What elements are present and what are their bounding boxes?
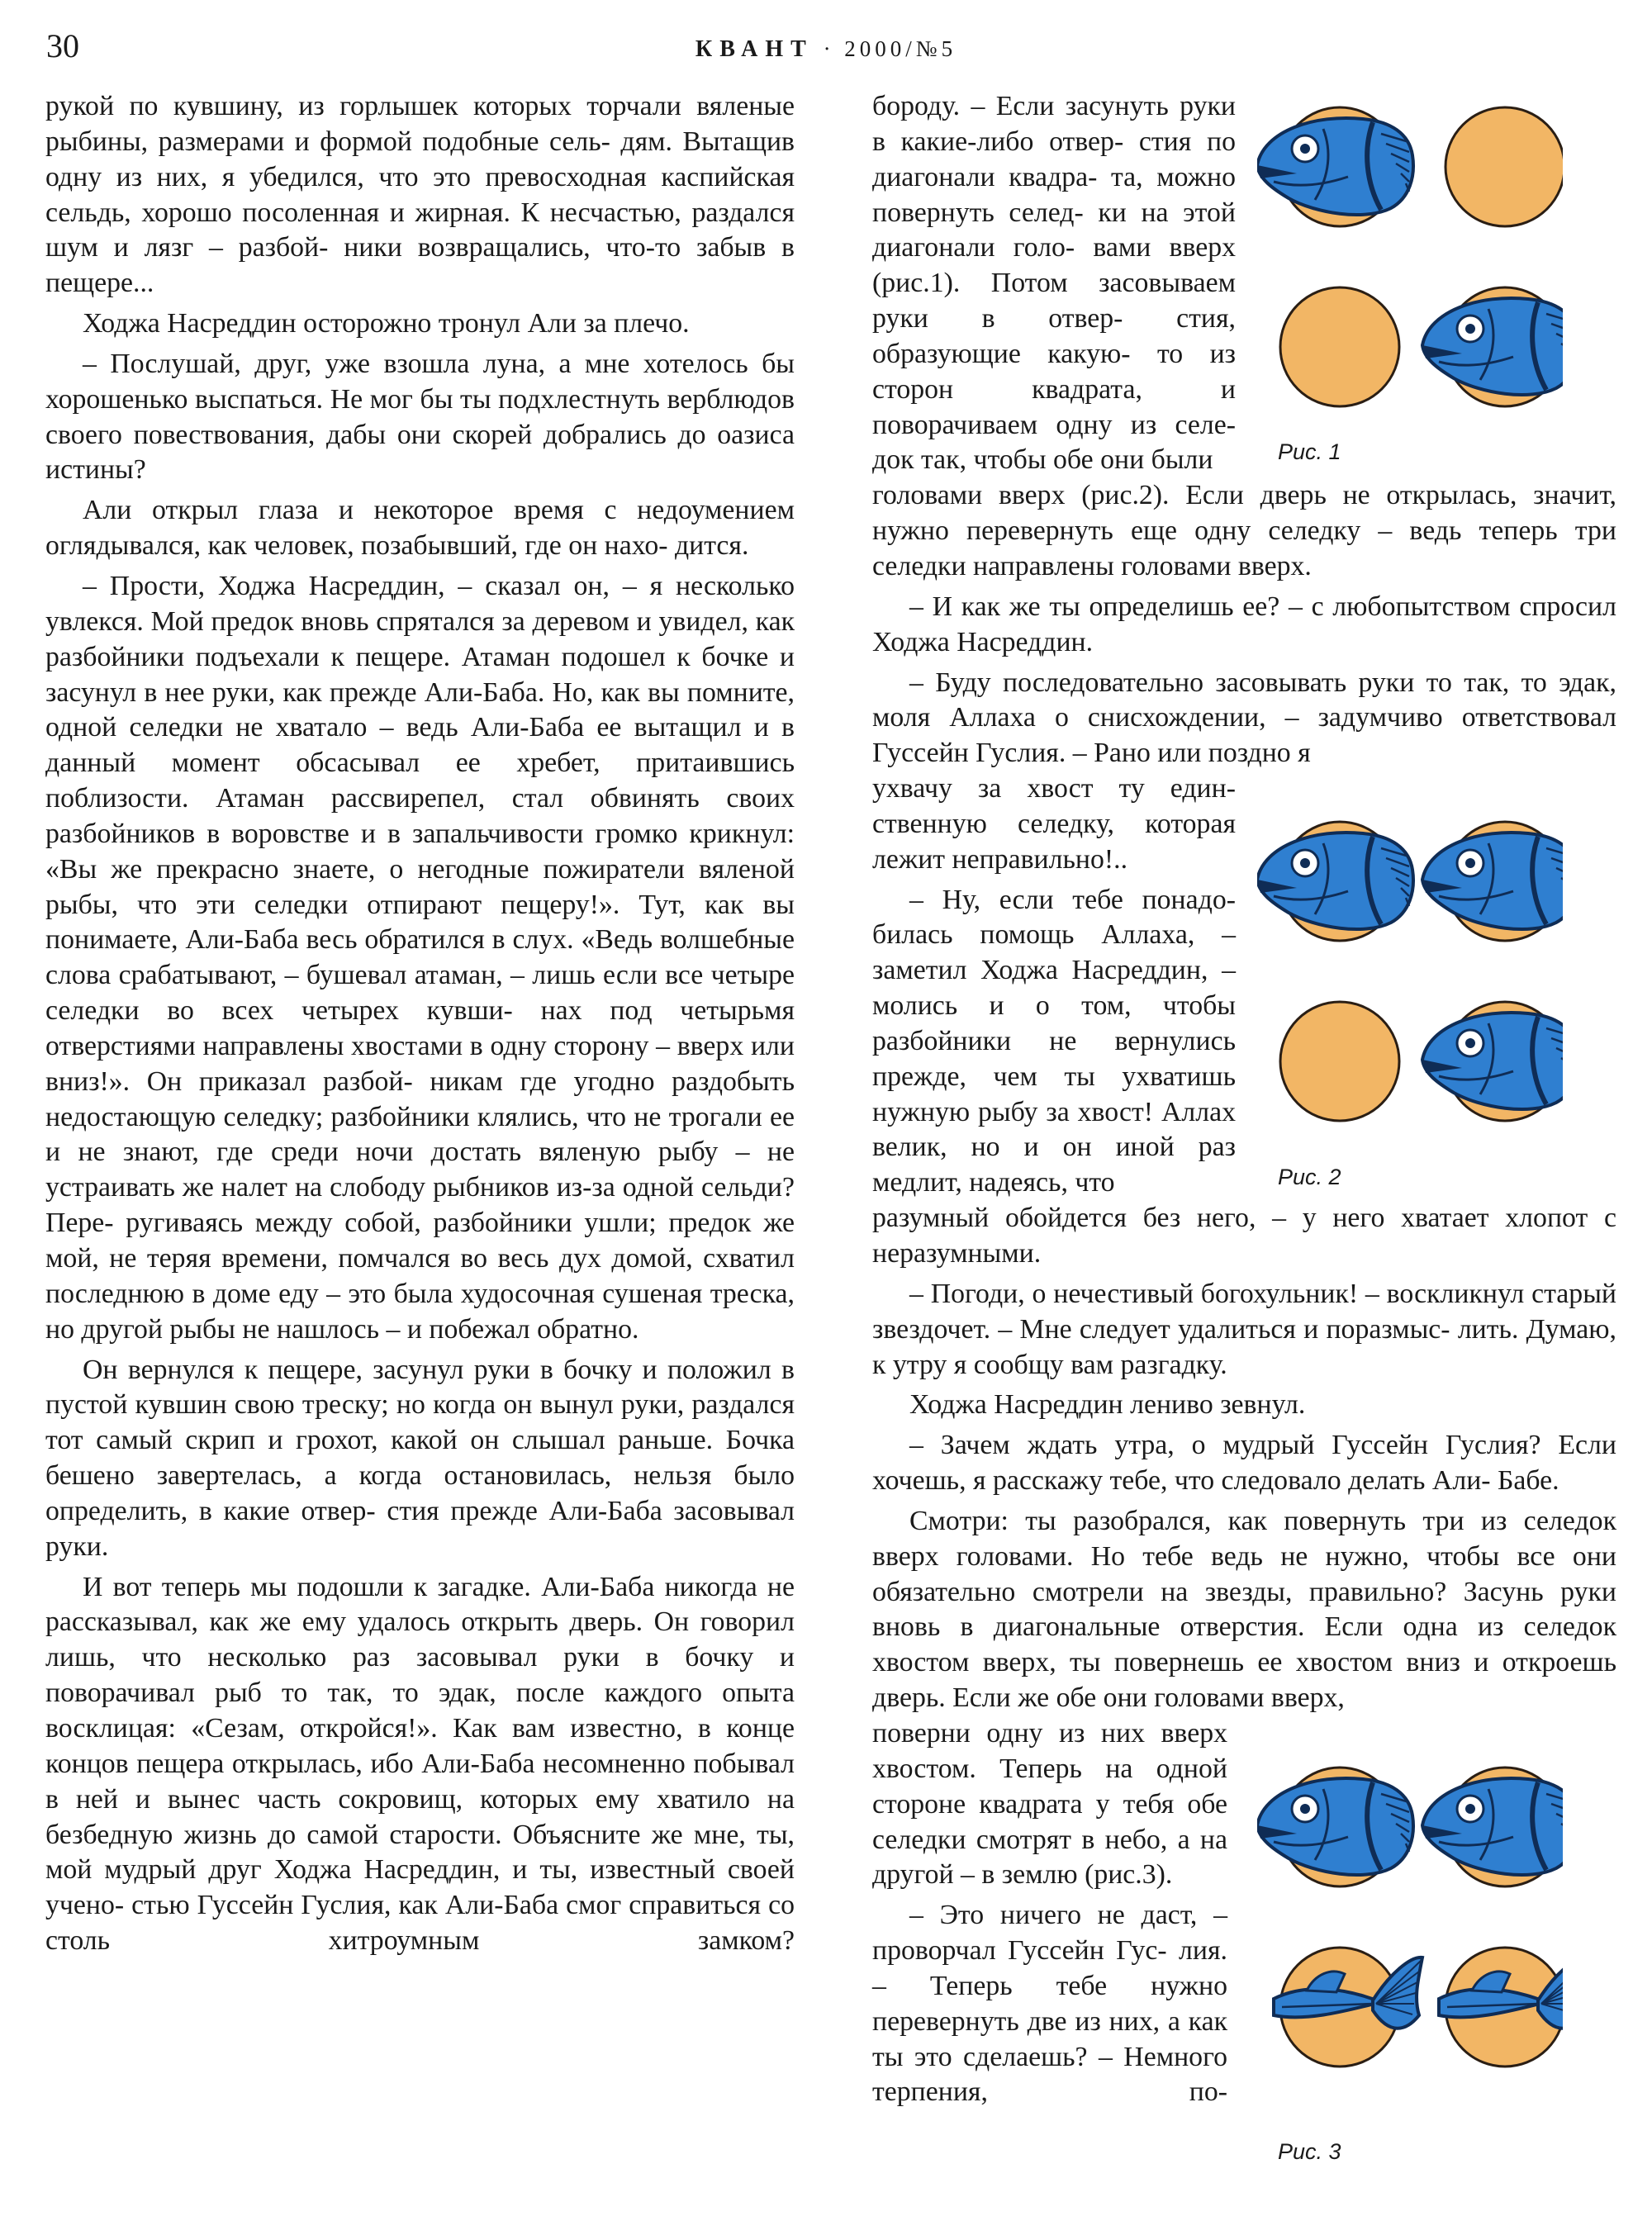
fish-head-icon [1422,1013,1563,1109]
text-line: среди ночи достать вяленую рыбу – не устраивать же [45,1136,795,1203]
paragraph [872,883,1236,1202]
text-line: вами вверх (рис.1). Потом [872,232,1236,299]
fish-head-icon [1422,298,1563,395]
text-line: – Прости, Ходжа Насреддин, – сказал он, – я [83,570,663,601]
text-line: разбойники клялись, что не трогали ее и не знают, где [45,1101,795,1168]
text-line: поверни одну из них вверх [872,1717,1227,1749]
text-line: – Немного терпения, по- [872,2041,1228,2108]
text-line: нужную рыбу за хвост! [872,1096,1154,1127]
jar-cell [1257,107,1413,226]
jar-cell [1257,1768,1413,1886]
paragraph [45,347,795,488]
jar-cell [1280,1002,1399,1121]
paragraph [45,1570,795,1959]
text-line: бы хорошенько выспаться. Не мог бы ты подхлестнуть [45,348,795,415]
text-line: сокровищ, которых ему хватило на безбедную жизнь до [45,1783,795,1850]
text-line: вам известно, в конце концов пещера открылась, ибо [45,1712,795,1779]
fish-grid [1257,99,1563,421]
figure-2 [1257,814,1563,1136]
jar-cell [1439,1948,1563,2067]
fish-grid [1257,1759,1563,2081]
text-line: Ходжа Насреддин осторожно тронул Али за плечо. [83,308,690,339]
page-number: 30 [46,27,79,64]
text-line: схватил последнюю в доме еду – это была худосочная [45,1243,795,1309]
text-line: прежде Али-Баба. Но, как вы помните, одной селедки [45,676,795,743]
paragraph [872,590,1616,661]
text-line: вынул руки, раздался тот самый скрип и грохот, какой [45,1389,795,1456]
text-line: прекрасно знаете, о негодные пожиратели вяленой [156,853,795,885]
text-line: никогда не рассказывал, как же ему удалось открыть [45,1571,795,1638]
text-line: лишь если все четыре селедки во всех четырех кувши- [45,960,795,1027]
paragraph [872,1201,1616,1272]
paragraph [872,1277,1616,1383]
text-line: и откроешь дверь. Если же обе они головами вверх, [872,1647,1616,1714]
text-line: остановилась, нельзя было определить, в какие отвер- [45,1460,795,1526]
text-line: стия, образующие какую- [872,303,1236,369]
text-line: стью Гуссейн Гуслия, как Али-Баба смог справиться со [131,1890,795,1921]
paragraph [872,1716,1227,1893]
text-line: эдак, моля Аллаха о снисхождении, – задумчиво [872,667,1616,733]
text-line: нах под четырьмя отверстиями направлены хвостами в [45,995,795,1061]
left-column [45,89,795,1959]
figure-1-caption: Рис. 1 [1278,439,1341,464]
text-line: а на другой – в землю [872,1824,1227,1891]
text-line: стия прежде Али-Баба засовывал руки. [45,1495,795,1562]
fish-head-icon [1257,833,1413,929]
text-line: спросил Ходжа Насреддин. [872,591,1617,657]
text-line: та, можно повернуть селед- [872,161,1236,228]
text-line: лия. – Теперь тебе нужно [872,1935,1227,2001]
text-line: – Ну, если тебе понадо- [909,884,1236,915]
paragraph [45,306,795,342]
text-line: Бабе. [1497,1465,1559,1497]
fish-head-icon [1422,1778,1563,1875]
text-line: несколько увлекся. Мой предок вновь спрятался за [45,570,795,637]
text-line: ки на этой диагонали голо- [872,197,1236,263]
text-line: дверь. Он говорил лишь, что несколько раз засовывал [45,1606,795,1673]
text-line: билась помощь Аллаха, – [872,919,1236,951]
text-line: разумный обойдется без него, – у него хватает хлопот [872,1203,1588,1234]
fish-head-icon [1257,118,1413,215]
text-line: И вот теперь мы подошли к загадке. Али-Баба [83,1571,655,1602]
text-line: стороне квадрата у тебя [872,1788,1175,1820]
text-line: раз медлит, надеясь, что [872,1132,1237,1198]
text-line: побежал обратно. [429,1313,639,1345]
text-line: а как ты это сделаешь? [872,2005,1228,2072]
jar-cell [1257,822,1413,941]
paragraph [872,666,1616,772]
text-line: селедок хвостом вверх, ты повернешь ее хвостом вниз [872,1611,1616,1678]
text-line: вяленые рыбины, размерами и формой подобные сель- [45,91,795,157]
fish-head-icon [1422,833,1563,929]
text-line: – Послушай, друг, уже взошла луна, а мне хотелось [83,348,748,379]
figure-2-caption: Рис. 2 [1278,1165,1341,1189]
text-line: жирная. К несчастью, раздался шум и лязг – разбой- [45,197,795,263]
text-line: сушеная треска, но другой рыбы не нашлось – и [45,1278,795,1345]
paragraph [872,1504,1616,1716]
text-line: – Это ничего не даст, – [909,1900,1227,1931]
figure-3-caption: Рис. 3 [1278,2139,1341,2164]
text-line: ники возвращались, что-то забыв в пещере... [45,232,795,299]
text-line: головами вверх (рис.2). Если дверь не открылась, [872,480,1517,511]
paragraph [872,1898,1227,2110]
text-line: добрались до оазиса истины? [45,419,795,486]
text-line: значит, нужно перевернуть еще одну селедку – ведь [872,480,1617,547]
text-line: Смотри: ты разобрался, как повернуть три из селедок [909,1505,1616,1536]
text-line: ругиваясь между собой, разбойники ушли; предок же [126,1208,795,1239]
text-line: рукой по кувшину, из горлышек которых торчали [45,91,681,121]
paragraph [872,1388,1616,1423]
text-line: в воровстве и в запальчивости громко крикнул: «Вы же [45,818,795,885]
paragraph [45,493,795,564]
text-line: мой, не теряя времени, помчался во весь дух домой, [45,1243,693,1274]
text-line: Ходжа Насреддин лениво зевнул. [909,1389,1306,1421]
text-line: Аллах велик, но и он иной [872,1096,1236,1163]
text-line: – Буду последовательно засовывать руки то так, то [909,667,1547,698]
text-line: столь хитроумным замком? [45,1925,795,1957]
text-line: момент обсасывал ее хребет, притаившись поблизости. [45,747,795,814]
text-line: деревом и увидел, как разбойники подъехали к пещере. [45,605,795,672]
text-line: ответствовал Гуссейн Гуслия. – Рано или поздно я [872,702,1616,769]
text-line: – И как же ты определишь ее? – с любопытством [909,591,1511,622]
running-header [0,38,1652,61]
fish-grid [1257,814,1563,1136]
paragraph [872,89,1236,478]
jar-cell [1422,287,1563,406]
text-line: верблюдов своего повествования, дабы они скорей [45,383,795,450]
text-line: засовываем руки в отвер- [872,268,1236,335]
paragraph [872,771,1236,878]
text-line: перевернуть две из них, [872,2005,1161,2037]
text-line: налет на слободу рыбников из-за одной сельди? Пере- [45,1172,795,1239]
text-line: Али-Баба несомненно побывал в ней и вынес часть [45,1748,795,1815]
figure-1 [1257,99,1563,421]
jar-cell [1280,287,1399,406]
text-line: друг Ходжа Насреддин, и ты, известный своей учено- [45,1854,795,1921]
text-line: – молись и о том, чтобы [872,955,1236,1022]
text-line: стия по диагонали квадра- [872,126,1236,192]
paragraph [45,89,795,301]
text-line: каждого опыта восклицая: «Сезам, откройся!». Как [45,1677,795,1744]
text-line: понимаете, Али-Баба весь обратился в слух. «Ведь [45,924,653,956]
text-line: руки в бочку и поворачивал рыб то так, то эдак, после [45,1642,795,1709]
text-line: Али открыл глаза и некоторое время с недоумением [83,495,795,526]
text-line: Атаман подошел к бочке и засунул в нее руки, как [45,641,795,708]
text-line: одну сторону – вверх или вниз!». Он приказал разбой- [45,1030,795,1097]
jar-cell [1422,822,1563,941]
paragraph [45,569,795,1348]
text-line: – Зачем ждать утра, о мудрый Гуссейн Гуслия? Если [909,1430,1616,1461]
figure-3 [1257,1759,1563,2081]
text-line: руки в какие-либо отвер- [872,91,1236,157]
text-line: волшебные слова срабатывают, – бушевал атаман, – [45,924,795,991]
issue-number: · 2000/№5 [813,36,957,61]
text-line: обязательно смотрели на звезды, правильно? Засунь [872,1576,1544,1607]
text-line: поворачиваем одну из селе- [872,409,1236,440]
text-line: теперь три селедки направлены головами вверх. [872,515,1616,581]
text-line: ственную селедку, которая [872,808,1236,839]
text-line: положил в пустой кувшин свою треску; но когда он [45,1354,795,1421]
text-line: он слышал раньше. Бочка бешено завертелась, а когда [45,1425,795,1492]
text-line: руки вновь в диагональные отверстия. Если одна из [872,1576,1616,1643]
text-line: ухвачу за хвост ту един- [872,773,1236,804]
jar-cell [1422,1002,1563,1121]
text-line: проворчал Гуссейн Гус- [872,1935,1167,1967]
text-line: обе селедки смотрят в небо, [872,1788,1228,1855]
text-line: прежде, чем ты ухватишь [872,1061,1236,1092]
text-line: лить. Думаю, к утру я сообщу вам разгадку. [872,1313,1616,1380]
journal-name: КВАНТ [695,36,814,62]
text-line: рыбы, что эти селедки отпирают пещеру!». Тут, как вы [45,889,795,920]
text-line: (рис.3). [1085,1859,1173,1891]
fish-head-icon [1257,1778,1413,1875]
text-line: никам где угодно раздобыть недостающую селедку; [45,1065,795,1132]
text-line: превосходная каспийская сельдь, хорошо посоленная и [45,161,795,228]
text-line: Он вернулся к пещере, засунул руки в бочку и [83,1354,657,1385]
text-line: разбойники не вернулись [872,1025,1236,1056]
text-line: – Погоди, о нечестивый богохульник! – воскликнул [909,1278,1525,1309]
jar-cell [1274,1948,1422,2067]
text-line: док так, чтобы обе они были [872,444,1213,476]
paragraph [45,1353,795,1565]
paragraph [872,478,1616,585]
text-line: дям. Вытащив одну из них, я убедился, что это [45,126,795,192]
text-line: не хватало – ведь Али-Баба ее вытащил и в данный [45,712,795,779]
text-line: дится. [674,530,749,562]
text-line: заметил Ходжа Насреддин, [872,955,1208,986]
jar-cell [1422,1768,1563,1886]
text-line: Атаман рассвирепел, стал обвинять своих разбойников [45,783,795,849]
text-line: хвостом. Теперь на одной [872,1753,1227,1784]
jar-cell [1446,107,1563,226]
text-line: с неразумными. [872,1203,1617,1269]
text-line: бороду. – Если засунуть [872,91,1169,121]
paragraph [872,1428,1616,1499]
text-line: оглядывался, как человек, позабывший, где он нахо- [45,530,668,562]
text-line: хочешь, я расскажу тебе, что следовало делать Али- [872,1465,1491,1497]
text-line: лежит неправильно!.. [872,843,1128,875]
text-line: самой старости. Объясните же мне, ты, мой мудрый [45,1819,795,1886]
text-line: вверх головами. Но тебе ведь не нужно, чтобы все они [872,1540,1616,1572]
text-line: старый звездочет. – Мне следует удалиться и поразмыс- [872,1278,1616,1345]
text-line: то из сторон квадрата, и [872,338,1237,405]
